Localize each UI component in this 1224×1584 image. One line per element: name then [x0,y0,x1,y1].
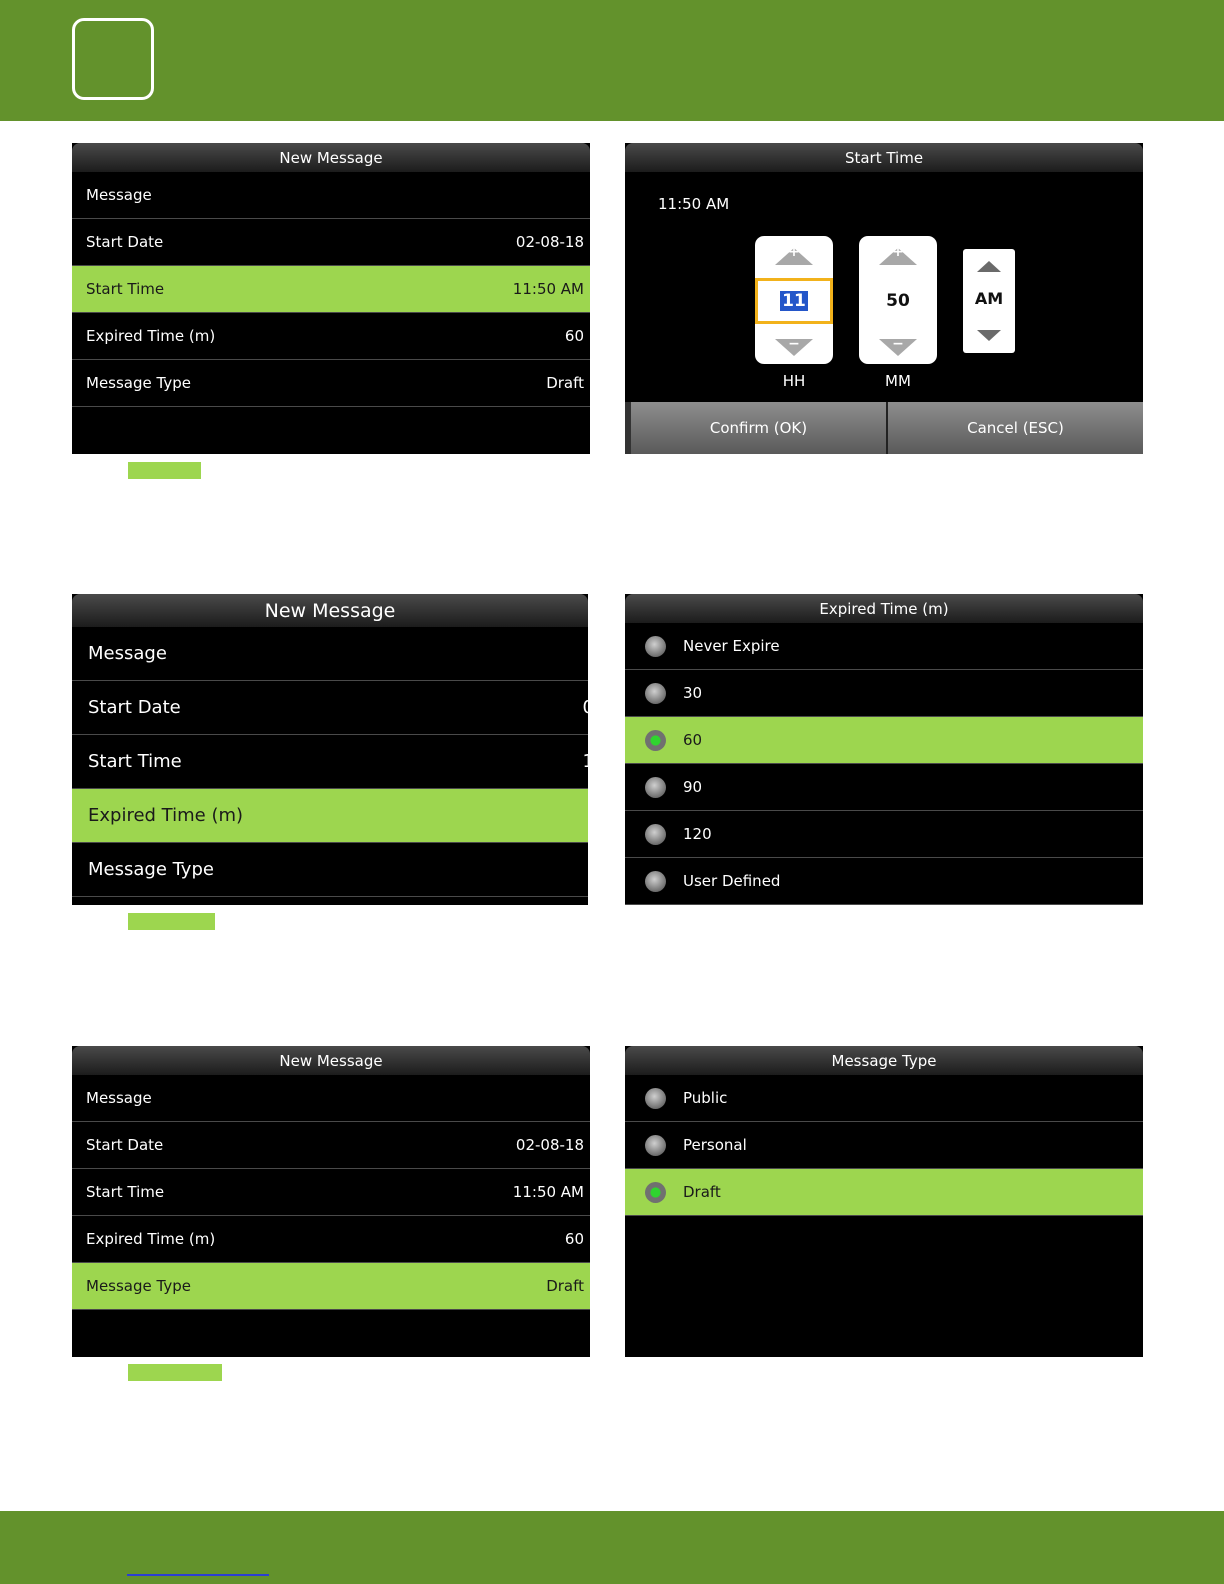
radio-selected-icon[interactable] [645,730,666,751]
ampm-spinner[interactable] [963,249,1015,353]
option-label: 30 [683,684,703,702]
current-time-display: 11:50 AM [658,195,730,213]
minus-icon: − [892,336,904,352]
row-value: 11:50 AM [512,1183,584,1201]
option-30[interactable] [625,670,1143,717]
row-label: Start Date [88,697,181,718]
menu-row-message-type[interactable] [72,843,588,897]
ampm-value[interactable]: AM [974,289,1004,308]
radio-icon[interactable] [645,636,666,657]
screen-title: Message Type [625,1046,1143,1075]
menu-row-message-type[interactable] [72,1263,590,1310]
radio-icon[interactable] [645,1088,666,1109]
start-time-picker-screen [625,143,1143,454]
radio-icon[interactable] [645,777,666,798]
plus-icon: + [892,244,904,260]
new-message-screen-start-time [72,143,590,454]
option-label: Personal [683,1136,747,1154]
minute-value[interactable]: 50 [886,291,910,311]
confirm-button[interactable]: Confirm (OK) [625,402,886,454]
screen-title: Expired Time (m) [625,594,1143,623]
menu-row-expired-time[interactable] [72,313,590,360]
row-label: Start Date [86,1136,164,1154]
radio-icon[interactable] [645,871,666,892]
radio-icon[interactable] [645,683,666,704]
row-label: Expired Time (m) [88,805,244,826]
screen-title: New Message [72,1046,590,1075]
menu-row-expired-time[interactable] [72,789,588,843]
option-60[interactable] [625,717,1143,764]
row-value: 02-08-18 [515,233,584,251]
footer-link-underline[interactable] [127,1574,269,1576]
option-personal[interactable] [625,1122,1143,1169]
row-label: Message [88,643,167,664]
option-label: Draft [683,1183,721,1201]
minute-label: MM [885,372,911,390]
menu-row-message[interactable] [72,172,590,219]
row-value: 60 [564,327,584,345]
option-label: Never Expire [683,637,780,655]
row-label: Message Type [86,1277,191,1295]
cancel-button[interactable]: Cancel (ESC) [886,402,1143,454]
dialog-button-bar [625,402,1143,454]
text-highlight [128,913,215,930]
option-user-defined[interactable] [625,858,1143,905]
row-label: Start Time [86,280,165,298]
option-120[interactable] [625,811,1143,858]
ampm-down-icon[interactable] [977,330,1001,341]
option-label: 120 [683,825,712,843]
minus-icon: − [788,336,800,352]
row-value: 0 [582,697,594,718]
option-label: Public [683,1089,728,1107]
row-value: Draft [546,1277,584,1295]
row-label: Start Date [86,233,164,251]
plus-icon: + [788,244,800,260]
row-value: 60 [564,1230,584,1248]
radio-selected-icon[interactable] [645,1182,666,1203]
ampm-up-icon[interactable] [977,261,1001,272]
menu-row-start-time[interactable] [72,735,594,789]
option-label: 90 [683,778,703,796]
page-number-box [72,18,154,100]
row-label: Expired Time (m) [86,327,216,345]
row-label: Message [86,186,152,204]
row-label: Expired Time (m) [86,1230,216,1248]
menu-row-start-date[interactable] [72,1122,590,1169]
option-label: 60 [683,731,703,749]
option-draft[interactable] [625,1169,1143,1216]
header-bar [0,0,1224,121]
expired-time-options-screen [625,594,1143,905]
hour-spinner[interactable] [755,236,833,364]
menu-row-message[interactable] [72,1075,590,1122]
row-value: 1 [582,751,594,772]
new-message-screen-expired-time [72,594,594,905]
screen-title: New Message [72,143,590,172]
option-public[interactable] [625,1075,1143,1122]
menu-row-start-date[interactable] [72,219,590,266]
radio-icon[interactable] [645,824,666,845]
screen-title: Start Time [625,143,1143,172]
option-never-expire[interactable] [625,623,1143,670]
option-90[interactable] [625,764,1143,811]
option-label: User Defined [683,872,781,890]
row-label: Start Time [88,751,182,772]
row-value: Draft [546,374,584,392]
hour-label: HH [782,372,806,390]
text-highlight [128,1364,222,1381]
row-label: Message [86,1089,152,1107]
text-highlight [128,462,201,479]
row-label: Message Type [86,374,191,392]
row-label: Message Type [88,859,214,880]
message-type-options-screen [625,1046,1143,1357]
radio-icon[interactable] [645,1135,666,1156]
menu-row-start-time[interactable] [72,1169,590,1216]
new-message-screen-message-type [72,1046,590,1357]
hour-value[interactable]: 11 [755,278,833,324]
minute-spinner[interactable] [859,236,937,364]
row-value: 11:50 AM [512,280,584,298]
row-value: 02-08-18 [515,1136,584,1154]
menu-row-message-type[interactable] [72,360,590,407]
menu-row-expired-time[interactable] [72,1216,590,1263]
menu-row-message[interactable] [72,627,588,681]
row-label: Start Time [86,1183,165,1201]
menu-row-start-time[interactable] [72,266,590,313]
screen-title: New Message [72,594,588,627]
menu-row-start-date[interactable] [72,681,594,735]
